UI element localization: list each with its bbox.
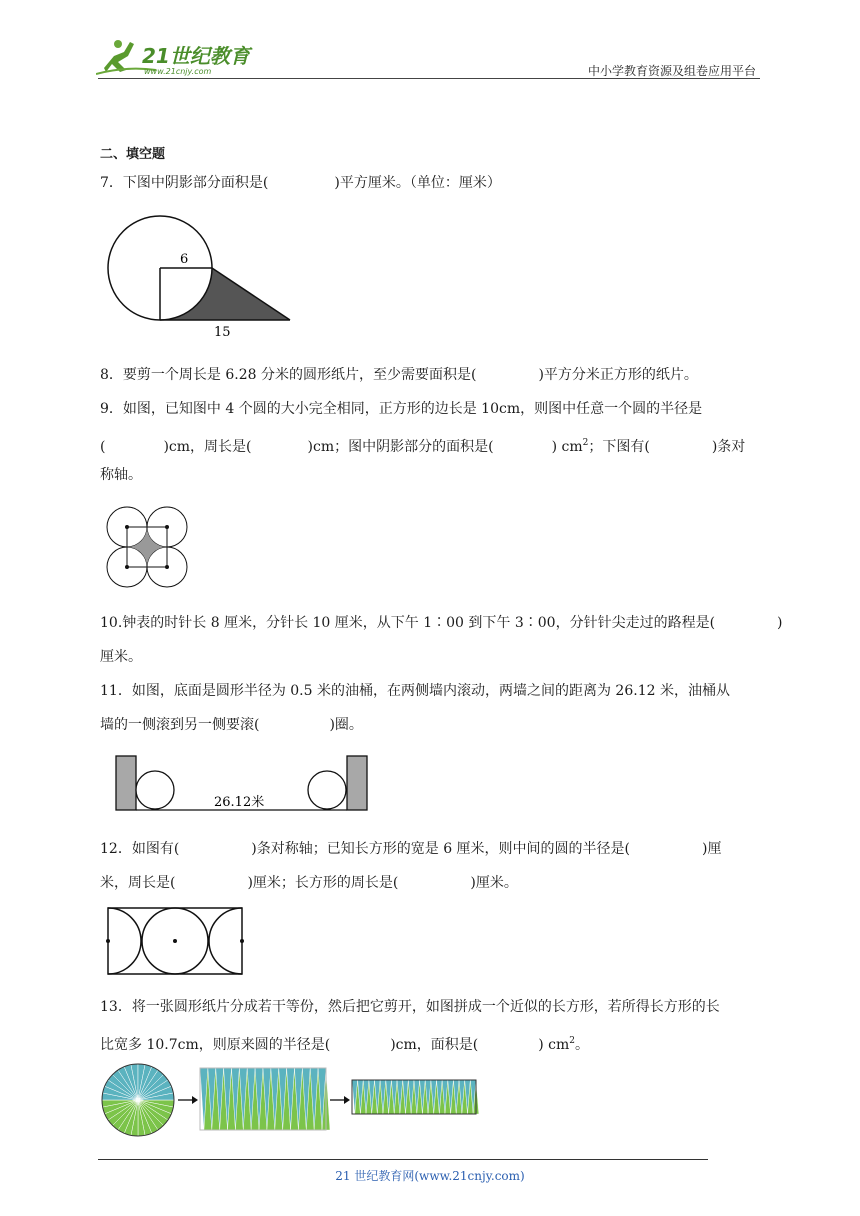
question-11-line1: 11．如图，底面是圆形半径为 0.5 米的油桶，在两侧墙内滚动，两墙之间的距离为 26.12 米，油桶从 (100, 683, 730, 699)
question-11-line2: 墙的一侧滚到另一侧要滚( )圈。 (100, 717, 363, 733)
section-title: 二、填空题 (100, 147, 166, 162)
svg-text:6: 6 (180, 252, 189, 267)
question-7: 7．下图中阴影部分面积是( )平方厘米。（单位：厘米） (100, 175, 501, 191)
svg-text:15: 15 (214, 325, 231, 340)
figure-q12 (106, 906, 246, 982)
svg-text:www.21cnjy.com: www.21cnjy.com (144, 67, 212, 76)
footer-divider (98, 1159, 708, 1160)
site-logo (96, 38, 256, 78)
question-12-line1: 12．如图有( )条对称轴；已知长方形的宽是 6 厘米，则中间的圆的半径是( )厘 (100, 841, 722, 857)
question-9-line3: 称轴。 (100, 467, 142, 483)
question-12-line2: 米，周长是( )厘米；长方形的周长是( )厘米。 (100, 875, 518, 891)
question-9-line2: ( )cm，周长是( )cm；图中阴影部分的面积是( ) $cm^2$；下图有( )条对 (100, 438, 746, 455)
figure-q11 (114, 752, 374, 818)
question-13-line2: 比宽多 10.7cm，则原来圆的半径是( )cm，面积是( ) $cm^2$。 (100, 1036, 590, 1053)
figure-q7 (104, 210, 304, 344)
figure-q13 (100, 1062, 490, 1142)
question-8: 8．要剪一个周长是 6.28 分米的圆形纸片，至少需要面积是( )平方分米正方形的纸片。 (100, 367, 698, 383)
svg-text:26.12米: 26.12米 (214, 795, 265, 810)
figure-q9 (104, 504, 190, 594)
question-9-line1: 9．如图，已知图中 4 个圆的大小完全相同，正方形的边长是 10cm，则图中任意一个圆的半径是 (100, 401, 703, 417)
footer-link[interactable]: 21 世纪教育网(www.21cnjy.com) (335, 1169, 525, 1183)
header-divider (98, 78, 760, 79)
question-13-line1: 13．将一张圆形纸片分成若干等份，然后把它剪开，如图拼成一个近似的长方形，若所得长方形的长 (100, 999, 720, 1015)
question-10-line1: 10.钟表的时针长 8 厘米，分针长 10 厘米，从下午 1∶00 到下午 3∶00，分针针尖走过的路程是( ) (100, 615, 783, 631)
platform-name: 中小学教育资源及组卷应用平台 (587, 64, 756, 78)
svg-text:21世纪教育: 21世纪教育 (142, 44, 250, 68)
question-10-line2: 厘米。 (100, 649, 142, 665)
